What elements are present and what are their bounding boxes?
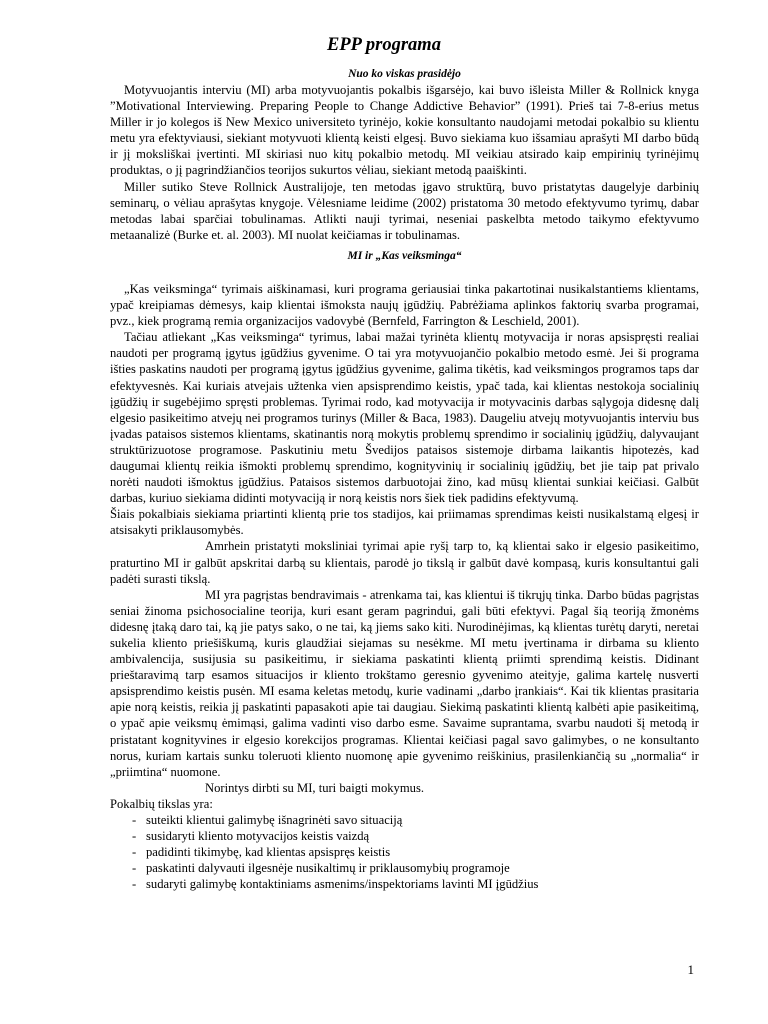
- section-heading-origins: Nuo ko viskas prasidėjo: [348, 68, 461, 80]
- bullet-dash: -: [132, 845, 137, 860]
- list-item: - susidaryti kliento motyvacijos keistis vaizdą: [132, 829, 370, 844]
- list-item: - paskatinti dalyvauti ilgesnėje nusikaltimų ir priklausomybių programoje: [132, 861, 510, 876]
- goals-label: Pokalbių tikslas yra:: [110, 796, 213, 811]
- list-item: - sudaryti galimybę kontaktiniams asmenims/inspektoriams lavinti MI įgūdžius: [132, 877, 539, 892]
- page-number: 1: [687, 962, 694, 977]
- paragraph: Amrhein pristatyti moksliniai tyrimai apie ryšį tarp to, ką klientai sako ir elgesio pasikeitimo, praturtino MI ir galbūt apskritai darbą su klientais, parodė jo tikslą ir galbūt davė kompasą, kuris konsultantui gali padėti surasti tikslą.: [110, 539, 699, 586]
- goals-list: [110, 812, 699, 892]
- document-body: [110, 66, 699, 893]
- paragraph: MI yra pagrįstas bendravimais - atrenkama tai, kas klientui iš tikrųjų tinka. Darbo būdas pagrįstas seniai žinoma psichosocialine teorija, kuri esant geram pagrindui, gali būti efektyvi. Pagal šią teoriją žmonėms didesnę įtaką daro tai, ką jie patys sako, o ne tai, ką jiems sako kiti. Nurodinėjimas, ką klientas turėtų daryti, neretai sukelia kliento priešiškumą, kuris glaudžiai siejamas su nesėkme. MI metu įvertinama ir dirbama su kliento ambivalencija, susijusia su pasikeitimu, ir siekiama paskatinti klientą priimti sprendimą keistis. Didinant prieštaravimą tarp esamos situacijos ir kliento trokštamo geresnio gyvenimo ateityje, galima kartelę nusverti apsisprendimo keistis pusėn. MI esama keletas metodų, kurie vadinami „darbo įrankiais“. Kai tik klientas prasitaria apie norą keistis, reikia jį paskatinti papasakoti apie tai daugiau. Siekimą paskatinti klientą kalbėti apie pasikeitimą, o ypač apie veiksmų ėmimąsi, galima vadinti viso darbo esme. Savaime suprantama, svarbu naudoti šį metodą ir pristatant kognityvines ir elgesio korekcijos programas. Klientai keičiasi pagal savo galimybes, o ne konsultanto norus, kuriam kartais sunku toleruoti kliento nuomonę apie gyvenimo reiškinius, prasilenkiančią su „normalia“ ir „priimtina“ nuomone.: [110, 587, 699, 779]
- paragraph: Šiais pokalbiais siekiama priartinti klientą prie tos stadijos, kai priimamas sprendimas keisti nusikalstamą elgesį ir atsisakyti priklausomybės.: [110, 507, 699, 538]
- bullet-dash: -: [132, 829, 137, 844]
- bullet-dash: -: [132, 877, 137, 892]
- paragraph: Norintys dirbti su MI, turi baigti mokymus.: [205, 780, 424, 795]
- paragraph: Motyvuojantis interviu (MI) arba motyvuojantis pokalbis išgarsėjo, kai buvo išleista Miller & Rollnick knyga ”Motivational Interviewing. Preparing People to Change Addictive Behavior” (1991). Prieš tai 7-8-erius metus Miller ir jo kolegos iš New Mexico universiteto tyrinėjo, kokie konsultanto naudojami metodai pokalbio su klientu metu yra efektyviausi, siekiant motyvuoti klientą keisti elgesį. Buvo siekiama kuo išsamiau aprašyti MI darbo būdą ir jį moksliškai įvertinti. MI skiriasi nuo kitų pokalbio metodų. MI veikiau atsirado kaip empirinių tyrinėjimų produktas, o jį pagrindžiančios teorijos sukurtos vėliau, siekiant metodą paaiškinti.: [110, 83, 699, 178]
- document-title: EPP programa: [327, 35, 441, 55]
- list-item: - suteikti klientui galimybę išnagrinėti savo situaciją: [132, 813, 403, 828]
- bullet-dash: -: [132, 813, 137, 828]
- paragraph: Tačiau atliekant „Kas veiksminga“ tyrimus, labai mažai tyrinėta klientų motyvacija ir noras apsispręsti realiai naudoti per programą įgytus įgūdžius gyvenime. O tai yra motyvuojančio pokalbio metodo esmė. Jei ši programa išties paskatins naudoti per programą įgytus įgūdžius gyvenime, galima tikėtis, kad veiksmingos programos taps dar efektyvesnės. Kai kuriais atvejais užtenka vien apsisprendimo keistis, ypač tada, kai klientas nestokoja socialinių įgūdžių ir sugebėjimo spręsti problemas. Tyrimai rodo, kad motyvacija ir motyvacinis darbas sąlygoja didesnę dalį elgesio pasikeitimo atvejų nei programos turinys (Miller & Baca, 1983). Daugeliu atvejų motyvuojantis interviu bus įvadas pataisos sistemos klientams, skatinantis norą mokytis problemų sprendimo ir socialinių įgūdžių, dalyvaujant struktūrizuotose programose. Paskutiniu metu Švedijos pataisos sistemoje dirbama laikantis hipotezės, kad daugumai klientų reikia išmokti problemų sprendimo, kognityvinių ir socialinių įgūdžių, bet jie taip pat privalo norėti naudoti išmoktus įgūdžius. Pataisos sistemos darbuotojai žino, kad mūsų klientai sunkiai keičiasi. Galbūt darbas, kuriuo siekiama didinti motyvaciją ir norą keistis nors šiek tiek padidins efektyvumą.: [110, 330, 699, 506]
- bullet-dash: -: [132, 861, 137, 876]
- section-heading-what-works: MI ir „Kas veiksminga“: [347, 249, 462, 262]
- paragraph: „Kas veiksminga“ tyrimais aiškinamasi, kuri programa geriausiai tinka pakartotinai nusikalstantiems klientams, ypač kreipiamas dėmesys, kaip klientai išmoksta naujų įgūdžių. Pabrėžiama aplinkos faktorių svarba programai, pvz., kiek programą remia organizacijos vadovybė (Bernfeld, Farrington & Leschield, 2001).: [110, 281, 699, 329]
- paragraph: Miller sutiko Steve Rollnick Australijoje, ten metodas įgavo struktūrą, buvo pristatytas daugelyje darbinių seminarų, o vėliau aprašytas knygoje. Vėlesniame leidime (2002) pristatoma 30 metodo efektyvumo tyrimų, dabar metodas labai sparčiai tobulinamas. Atlikti nauji tyrimai, neseniai paskelbta metodo taikymo efektyvumo metaanalizė (Burke et. al. 2003). MI nuolat keičiamas ir tobulinamas.: [110, 179, 699, 242]
- list-item: - padidinti tikimybę, kad klientas apsispręs keistis: [132, 845, 391, 860]
